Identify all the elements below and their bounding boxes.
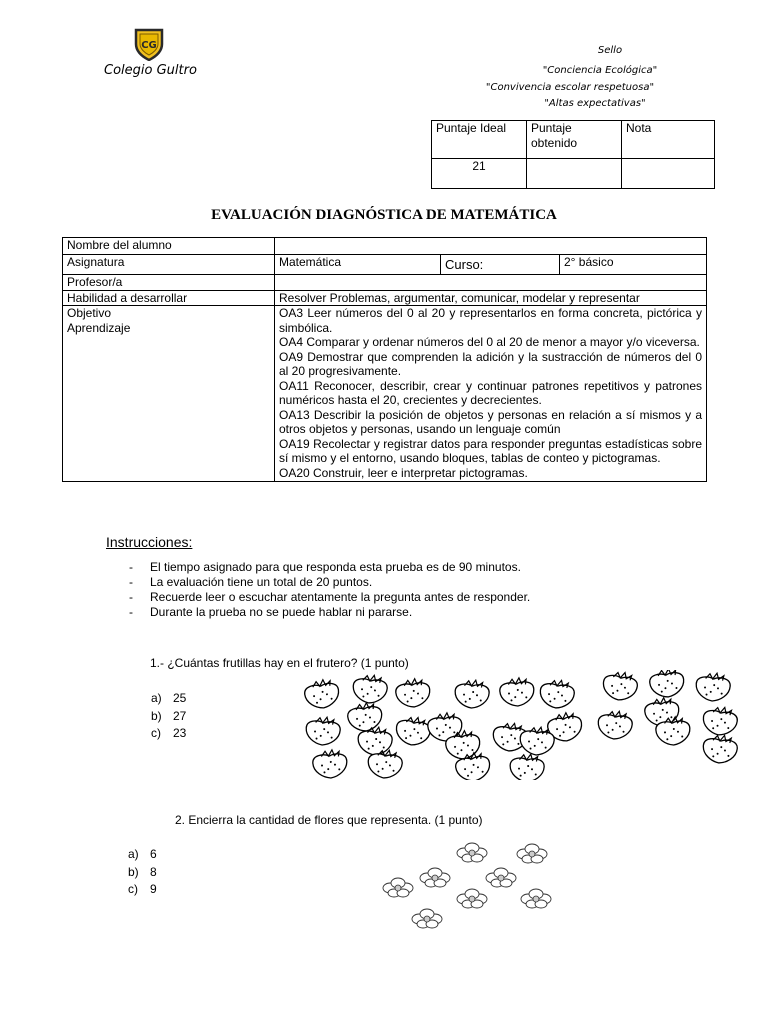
profesor-label: Profesor/a: [63, 275, 275, 291]
objetivo-oa19: OA19 Recolectar y registrar datos para responder preguntas estadísticas sobre sí mismo y el entorno, usando bloques, tablas de conteo y pictogramas.: [279, 436, 702, 465]
objetivo-oa13: OA13 Describir la posición de objetos y personas en relación a sí mismos y a otros objetos y personas, usando un lenguaje común: [279, 407, 702, 436]
objetivo-oa20: OA20 Construir, leer e interpretar pictogramas.: [279, 465, 528, 480]
instruction-item: - Recuerde leer o escuchar atentamente la pregunta antes de responder.: [129, 590, 531, 604]
strawberry-icon: [499, 677, 535, 707]
question-2-options: [128, 846, 157, 899]
strawberry-icon: [597, 710, 633, 741]
strawberry-icon: [509, 753, 544, 780]
flower-icon: [517, 844, 547, 863]
asignatura-value: Matemática: [275, 255, 441, 275]
objetivo-oa3: OA3 Leer números del 0 al 20 y representarlos en forma concreta, pictórica y simbólica.: [279, 306, 702, 335]
score-header-ideal: Puntaje Ideal: [432, 121, 527, 159]
strawberry-icon: [352, 674, 388, 705]
school-name: Colegio Gultro: [104, 63, 197, 78]
curso-value: 2° básico: [560, 255, 707, 275]
flower-icon: [412, 909, 442, 928]
objetivo-oa11: OA11 Reconocer, describir, crear y continuar patrones repetitivos y patrones numéricos hasta el 20, crecientes y decrecientes.: [279, 378, 702, 407]
strawberry-icon: [539, 678, 576, 709]
score-value-nota[interactable]: [622, 159, 715, 189]
flower-icon: [457, 843, 487, 862]
strawberries-illustration: [295, 670, 745, 780]
habilidad-label: Habilidad a desarrollar: [63, 290, 275, 306]
strawberry-icon: [394, 715, 432, 747]
sello-motto-2: "Convivencia escolar respetuosa": [485, 82, 655, 93]
student-info-table: [62, 237, 707, 482]
strawberry-icon: [702, 733, 739, 764]
strawberry-icon: [649, 670, 686, 699]
page-title: EVALUACIÓN DIAGNÓSTICA DE MATEMÁTICA: [211, 207, 557, 223]
instruction-item: - La evaluación tiene un total de 20 puntos.: [129, 575, 373, 589]
habilidad-value: Resolver Problemas, argumentar, comunicar, modelar y representar: [275, 290, 707, 306]
sello-motto-1: "Conciencia Ecológica": [542, 65, 658, 76]
objetivo-label-line-1: Objetivo: [67, 306, 112, 320]
strawberry-icon: [303, 678, 341, 710]
instructions-title: Instrucciones:: [106, 534, 193, 550]
strawberry-icon: [454, 679, 489, 709]
profesor-field[interactable]: [275, 275, 707, 291]
sello-motto-3: "Altas expectativas": [544, 98, 646, 109]
objetivo-label-line-2: Aprendizaje: [67, 320, 131, 335]
score-value-obtained[interactable]: [527, 159, 622, 189]
instruction-item: - Durante la prueba no se puede hablar ni pararse.: [129, 605, 413, 619]
question-2-option-c[interactable]: c) 9: [128, 882, 157, 896]
question-2-option-b[interactable]: b) 8: [128, 864, 157, 879]
question-1-option-a[interactable]: a) 25: [151, 691, 187, 705]
question-1-options: [151, 690, 186, 743]
sello-label: Sello: [597, 45, 623, 56]
objetivos-list: [275, 306, 707, 482]
asignatura-label: Asignatura: [63, 255, 275, 275]
flower-icon: [383, 878, 413, 897]
flowers-illustration: [375, 838, 575, 938]
flower-icon: [457, 889, 487, 908]
question-1-option-c[interactable]: c) 23: [151, 726, 187, 740]
question-1-text: 1.- ¿Cuántas frutillas hay en el frutero? (1 punto): [150, 656, 409, 670]
strawberry-icon: [601, 670, 639, 702]
score-value-ideal: 21: [432, 159, 527, 189]
score-header-nota: Nota: [622, 121, 715, 159]
question-1-option-b[interactable]: b) 27: [151, 708, 187, 723]
strawberry-icon: [695, 672, 731, 702]
strawberry-icon: [395, 678, 431, 709]
strawberry-icon: [305, 716, 341, 746]
svg-text:CG: CG: [141, 40, 157, 51]
objetivo-label: [63, 306, 275, 482]
flower-icon: [486, 868, 516, 887]
strawberry-icon: [702, 705, 739, 737]
instructions-list: [129, 560, 530, 620]
flower-icon: [521, 889, 551, 908]
flower-icon: [420, 868, 450, 887]
curso-label: Curso:: [441, 255, 560, 275]
objetivo-oa9: OA9 Demostrar que comprenden la adición y la sustracción de números del 0 al 20 progresivamente.: [279, 349, 702, 378]
question-2-text: 2. Encierra la cantidad de flores que representa. (1 punto): [175, 813, 483, 827]
question-2-option-a[interactable]: a) 6: [128, 847, 157, 861]
strawberry-icon: [312, 749, 348, 779]
score-table: [431, 120, 715, 189]
instruction-item: - El tiempo asignado para que responda esta prueba es de 90 minutos.: [129, 560, 521, 574]
objetivo-oa4: OA4 Comparar y ordenar números del 0 al 20 de menor a mayor y/o viceversa.: [279, 335, 700, 349]
score-header-obtained: Puntaje obtenido: [527, 121, 622, 159]
nombre-label: Nombre del alumno: [63, 238, 275, 255]
nombre-field[interactable]: [275, 238, 707, 255]
school-logo-icon: [133, 27, 165, 61]
